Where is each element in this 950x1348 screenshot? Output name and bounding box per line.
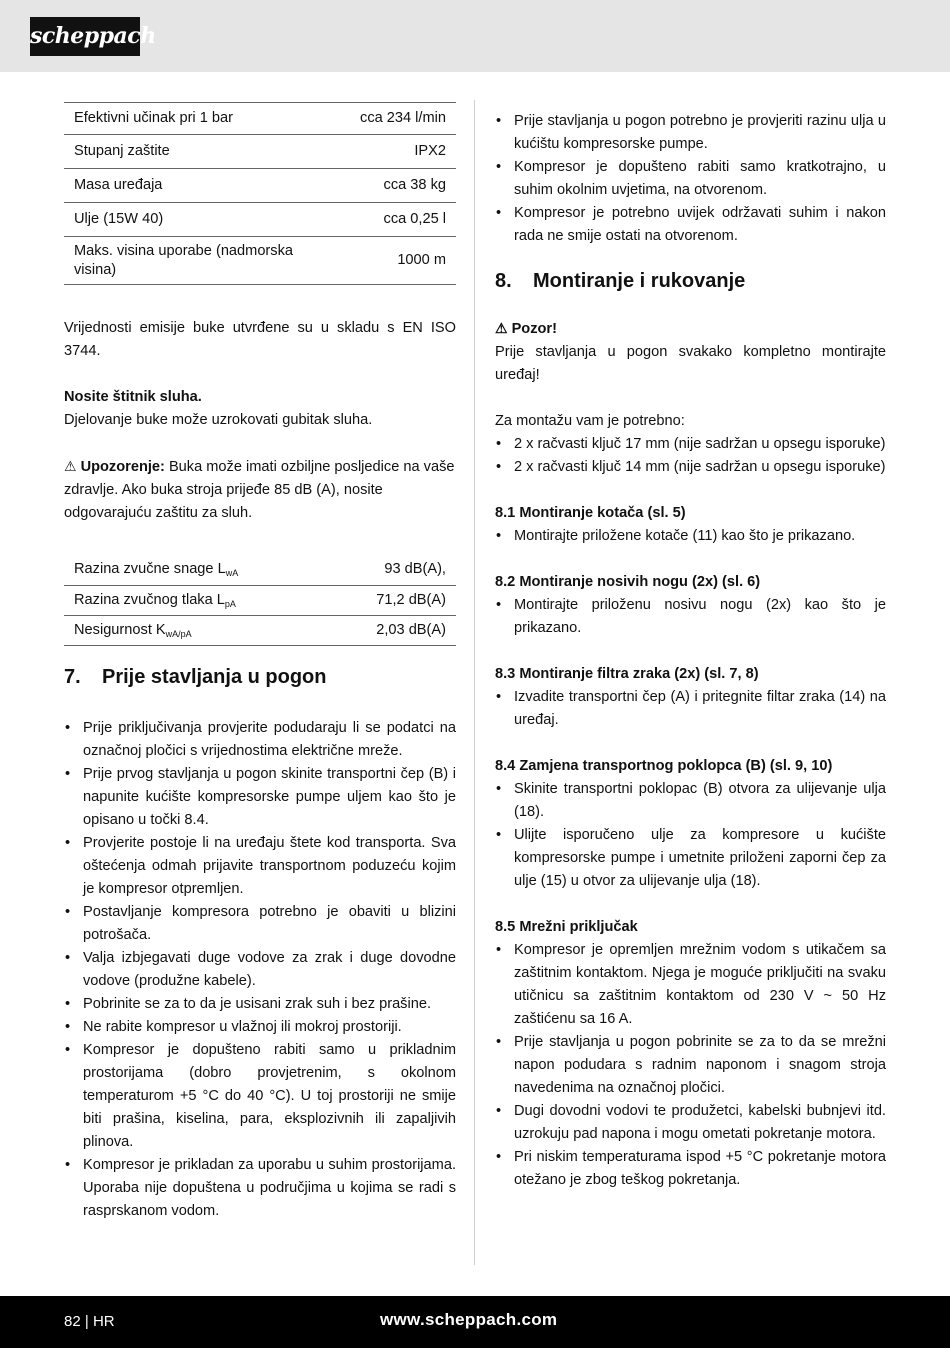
list-item: • Kompresor je opremljen mrežnim vodom s utikačem sa zaštitnim kontaktom. Njega je moguće priključiti na svaku utičnicu sa zaštitnim kontaktom od 230 V ~ 50 Hz zaštićenu sa 16 A.	[495, 939, 886, 1031]
subsection-8-1-list	[495, 525, 886, 548]
spec-value: cca 0,25 l	[334, 203, 456, 237]
table-row	[64, 169, 456, 203]
table-row	[64, 615, 456, 645]
list-item: • Ne rabite kompresor u vlažnoj ili mokroj prostoriji.	[64, 1016, 456, 1039]
noise-value: 2,03 dB(A)	[328, 615, 456, 645]
spec-value: 1000 m	[334, 237, 456, 285]
spec-value: cca 38 kg	[334, 169, 456, 203]
noise-label: Razina zvučne snage $L_{wA}$	[64, 555, 328, 585]
table-row	[64, 203, 456, 237]
list-item: • Kompresor je dopušteno rabiti samo u prikladnim prostorijama (dobro provjetrenim, s okolnom temperaturom +5 °C do 40 °C). U toj prostoriji ne smije biti prašina, kiselina, para, eksplozivnih ili zapaljivih plinova.	[64, 1039, 456, 1154]
subsection-8-3-heading: 8.3 Montiranje filtra zraka (2x) (sl. 7, 8)	[495, 666, 759, 682]
list-item: • Pri niskim temperaturama ispod +5 °C pokretanje motora otežano je zbog teškog pokretanja.	[495, 1146, 886, 1192]
warning-triangle-icon: ⚠	[495, 320, 508, 336]
list-item: • 2 x račvasti ključ 17 mm (nije sadržan u opsegu isporuke)	[495, 433, 886, 456]
column-divider	[474, 100, 475, 1265]
spec-label: Efektivni učinak pri 1 bar	[64, 103, 334, 135]
page-number: 82 | HR	[64, 1313, 115, 1330]
noise-value: 71,2 dB(A)	[328, 585, 456, 615]
subsection-8-4-list	[495, 778, 886, 893]
spec-label: Masa uređaja	[64, 169, 334, 203]
noise-value: 93 dB(A),	[328, 555, 456, 585]
table-row	[64, 135, 456, 169]
list-item: • Montirajte priloženu nosivu nogu (2x) kao što je prikazano.	[495, 594, 886, 640]
warning-triangle-icon: ⚠	[64, 458, 77, 474]
list-item: • Izvadite transportni čep (A) i pritegnite filtar zraka (14) na uređaj.	[495, 686, 886, 732]
hearing-note	[64, 386, 456, 432]
table-row	[64, 555, 456, 585]
subsection-8-5-heading: 8.5 Mrežni priključak	[495, 919, 638, 935]
left-column	[64, 102, 456, 1223]
section-7-list	[64, 717, 456, 1223]
noise-table	[64, 555, 456, 646]
list-item: • Prije priključivanja provjerite podudaraju li se podatci na označnoj pločici s vrijednostima električne mreže.	[64, 717, 456, 763]
spec-table	[64, 102, 456, 285]
list-item: • Kompresor je dopušteno rabiti samo kratkotrajno, u suhim okolnim uvjetima, na otvorenom.	[495, 156, 886, 202]
page-header	[0, 0, 950, 72]
subsection-8-1-heading: 8.1 Montiranje kotača (sl. 5)	[495, 505, 686, 521]
table-row	[64, 585, 456, 615]
list-item: • Dugi dovodni vodovi te produžetci, kabelski bubnjevi itd. uzrokuju pad napona i mogu ometati pokretanje motora.	[495, 1100, 886, 1146]
caution-note	[495, 317, 886, 387]
warning-label: Upozorenje:	[80, 459, 165, 475]
noise-intro: Vrijednosti emisije buke utvrđene su u skladu s EN ISO 3744.	[64, 320, 456, 359]
list-item: • Prije prvog stavljanja u pogon skinite transportni čep (B) i napunite kućište kompresorske pumpe uljem kao što je opisano u točki 8.4.	[64, 763, 456, 832]
needed-intro: Za montažu vam je potrebno:	[495, 413, 685, 429]
right-top-list	[495, 110, 886, 248]
list-item: • Montirajte priložene kotače (11) kao što je prikazano.	[495, 525, 886, 548]
hearing-title: Nosite štitnik sluha.	[64, 389, 202, 405]
page-footer	[0, 1296, 950, 1348]
caution-label: Pozor!	[511, 321, 557, 337]
list-item: • Prije stavljanja u pogon pobrinite se za to da se mrežni napon podudara s radnim naponom i snagom stroja navedenima na označnoj pločici.	[495, 1031, 886, 1100]
list-item: • Prije stavljanja u pogon potrebno je provjeriti razinu ulja u kućištu kompresorske pumpe.	[495, 110, 886, 156]
website-link[interactable]: www.scheppach.com	[380, 1310, 558, 1329]
subsection-8-2-heading: 8.2 Montiranje nosivih nogu (2x) (sl. 6)	[495, 574, 761, 590]
subsection-8-2-list	[495, 594, 886, 640]
spec-label: Stupanj zaštite	[64, 135, 334, 169]
warning-note	[64, 455, 456, 525]
list-item: • Kompresor je potrebno uvijek održavati suhim i nakon rada ne smije ostati na otvorenom.	[495, 202, 886, 248]
section-7-heading: 7. Prije stavljanja u pogon	[64, 665, 327, 688]
right-column	[495, 110, 886, 1192]
list-item: • 2 x račvasti ključ 14 mm (nije sadržan u opsegu isporuke)	[495, 456, 886, 479]
spec-value: IPX2	[334, 135, 456, 169]
hearing-text: Djelovanje buke može uzrokovati gubitak sluha.	[64, 412, 373, 428]
spec-label: Ulje (15W 40)	[64, 203, 334, 237]
list-item: • Valja izbjegavati duge vodove za zrak i duge dovodne vodove (produžne kabele).	[64, 947, 456, 993]
list-item: • Ulijte isporučeno ulje za kompresore u kućište kompresorske pumpe i umetnite priloženi zaporni čep za ulje (15) u otvor za ulijevanje ulja (18).	[495, 824, 886, 893]
table-row	[64, 237, 456, 285]
spec-label: Maks. visina uporabe (nadmorska visina)	[64, 237, 334, 285]
section-8-heading: 8. Montiranje i rukovanje	[495, 270, 746, 292]
needed-list	[495, 433, 886, 479]
noise-label: Nesigurnost $K_{wA/pA}$	[64, 615, 328, 645]
list-item: • Kompresor je prikladan za uporabu u suhim prostorijama. Uporaba nije dopuštena u područjima u kojima se radi s rasprskanom vodom.	[64, 1154, 456, 1223]
subsection-8-4-heading: 8.4 Zamjena transportnog poklopca (B) (sl. 9, 10)	[495, 758, 833, 774]
subsection-8-3-list	[495, 686, 886, 732]
list-item: • Postavljanje kompresora potrebno je obaviti u blizini potrošača.	[64, 901, 456, 947]
scheppach-logo: scheppach	[30, 17, 140, 56]
subsection-8-5-list	[495, 939, 886, 1192]
list-item: • Pobrinite se za to da je usisani zrak suh i bez prašine.	[64, 993, 456, 1016]
warning-text: Buka može imati ozbiljne posljedice na vaše zdravlje. Ako buka stroja prijeđe 85 dB (A), nosite odgovarajuću zaštitu za sluh.	[64, 459, 455, 521]
table-row	[64, 103, 456, 135]
caution-text: Prije stavljanja u pogon svakako kompletno montirajte uređaj!	[495, 344, 886, 383]
noise-label: Razina zvučnog tlaka $L_{pA}$	[64, 585, 328, 615]
spec-value: cca 234 l/min	[334, 103, 456, 135]
list-item: • Skinite transportni poklopac (B) otvora za ulijevanje ulja (18).	[495, 778, 886, 824]
list-item: • Provjerite postoje li na uređaju štete kod transporta. Sva oštećenja odmah prijavite transportnom poduzeću kojim je kompresor otpremljen.	[64, 832, 456, 901]
